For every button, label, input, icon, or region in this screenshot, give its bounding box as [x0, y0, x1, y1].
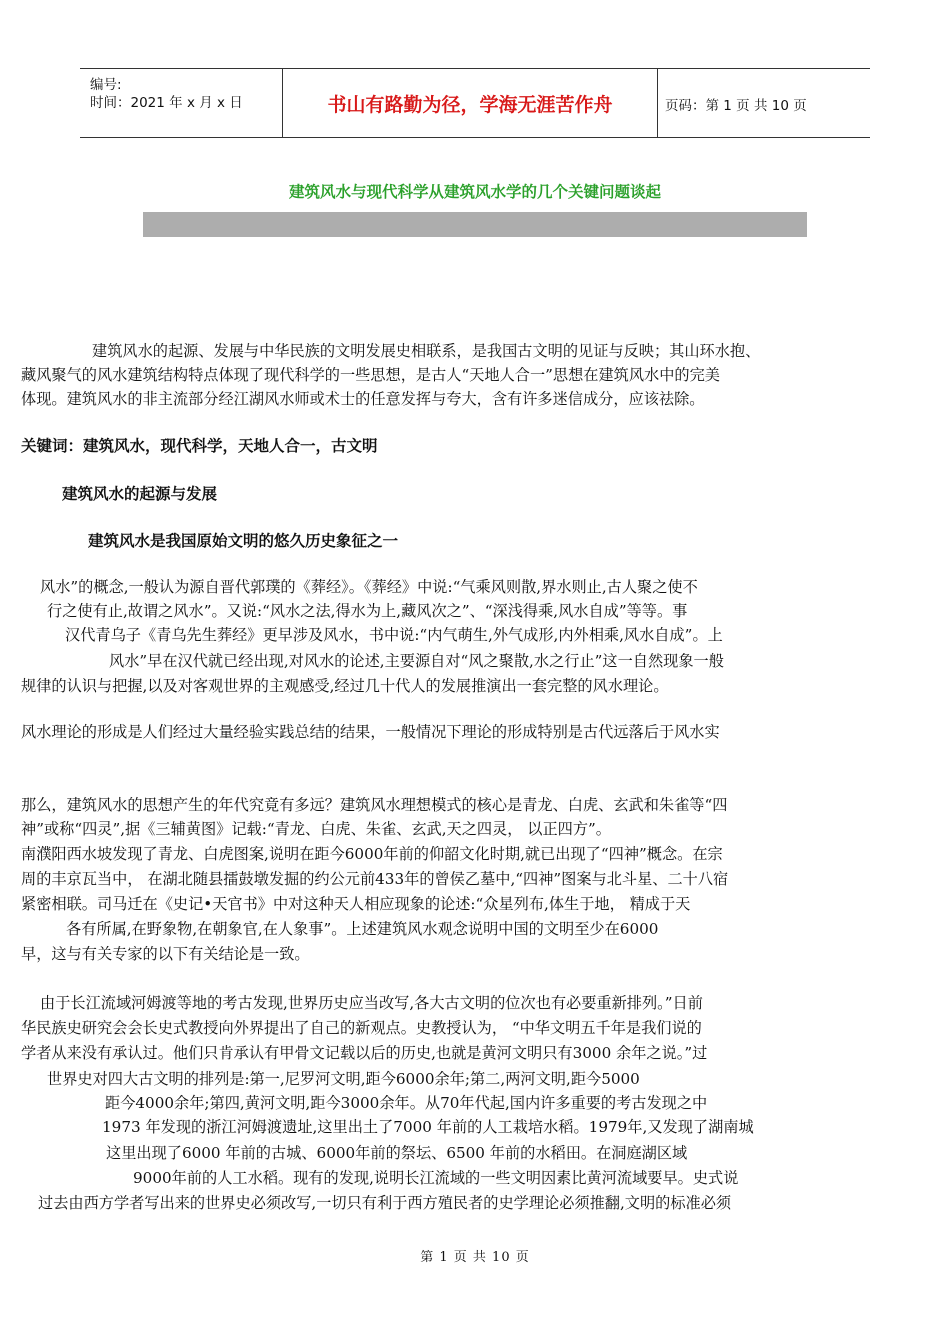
keywords: 关键词：建筑风水，现代科学，天地人合一，古文明 [21, 436, 378, 455]
header-right-cell [657, 69, 870, 137]
paragraph-line: 早，这与有关专家的以下有关结论是一致。 [21, 945, 310, 963]
header-table [80, 68, 870, 138]
paragraph-line: 各有所属,在野象物,在朝象官,在人象事”。上述建筑风水观念说明中国的文明至少在6000 [66, 920, 659, 938]
paragraph-line: 南濮阳西水坡发现了青龙、白虎图案,说明在距今6000年前的仰韶文化时期,就已出现了“四神”概念。在宗 [21, 845, 723, 863]
paragraph-line: 由于长江流域河姆渡等地的考古发现,世界历史应当改写,各大古文明的位次也有必要重新排列。”日前 [40, 994, 703, 1012]
gray-bar [143, 212, 807, 237]
paragraph-line: 规律的认识与把握,以及对客观世界的主观感受,经过几十代人的发展推演出一套完整的风水理论。 [21, 677, 669, 695]
page-footer: 第 1 页 共 10 页 [420, 1250, 530, 1265]
paragraph-line: 风水理论的形成是人们经过大量经验实践总结的结果，一般情况下理论的形成特别是古代远落后于风水实 [21, 723, 720, 741]
abstract-line: 体现。建筑风水的非主流部分经江湖风水师或术士的任意发挥与夸大，含有许多迷信成分，应该祛除。 [21, 390, 705, 408]
header-left-cell [80, 69, 282, 137]
abstract-line: 建筑风水的起源、发展与中华民族的文明发展史相联系，是我国古文明的见证与反映；其山环水抱、 [92, 342, 761, 360]
paragraph-line: 神”或称“四灵”,据《三辅黄图》记载:“青龙、白虎、朱雀、玄武,天之四灵， 以正四方”。 [21, 820, 611, 838]
motto: 书山有路勤为径，学海无涯苦作舟 [327, 94, 613, 116]
paragraph-line: 过去由西方学者写出来的世界史必须改写,一切只有利于西方殖民者的史学理论必须推翻,文明的标准必须 [38, 1194, 732, 1212]
document-title: 建筑风水与现代科学从建筑风水学的几个关键问题谈起 [288, 183, 661, 201]
page-label: 页码：第 1 页 共 10 页 [665, 98, 807, 114]
subsection-heading: 建筑风水是我国原始文明的悠久历史象征之一 [88, 531, 399, 550]
paragraph-line: 学者从来没有承认过。他们只肯承认有甲骨文记载以后的历史,也就是黄河文明只有3000 余年之说。”过 [21, 1044, 708, 1062]
paragraph-line: 世界史对四大古文明的排列是:第一,尼罗河文明,距今6000余年;第二,两河文明,距今5000 [47, 1070, 640, 1088]
paragraph-line: 行之使有止,故谓之风水”。又说:“风水之法,得水为上,藏风次之”、“深浅得乘,风水自成”等等。事 [47, 602, 688, 620]
section-heading: 建筑风水的起源与发展 [62, 484, 218, 503]
paragraph-line: 汉代青乌子《青乌先生葬经》更早涉及风水，书中说:“内气萌生,外气成形,内外相乘,风水自成”。上 [65, 626, 723, 644]
abstract-line: 藏风聚气的风水建筑结构特点体现了现代科学的一些思想，是古人“天地人合一”思想在建筑风水中的完美 [21, 366, 720, 384]
paragraph-line: 9000年前的人工水稻。现有的发现,说明长江流域的一些文明因素比黄河流域要早。史式说 [133, 1169, 739, 1187]
paragraph-line: 风水”的概念,一般认为源自晋代郭璞的《葬经》。《葬经》中说:“气乘风则散,界水则止,古人聚之使不 [40, 578, 698, 596]
paragraph-line: 华民族史研究会会长史式教授向外界提出了自己的新观点。史教授认为， “中华文明五千年是我们说的 [21, 1019, 702, 1037]
paragraph-line: 风水”早在汉代就已经出现,对风水的论述,主要源自对“风之聚散,水之行止”这一自然现象一般 [109, 652, 724, 670]
time-label: 时间：2021 年 x 月 x 日 [90, 95, 243, 111]
paragraph-line: 距今4000余年;第四,黄河文明,距今3000余年。从70年代起,国内许多重要的考古发现之中 [105, 1094, 708, 1112]
paragraph-line: 那么，建筑风水的思想产生的年代究竟有多远？建筑风水理想模式的核心是青龙、白虎、玄武和朱雀等“四 [21, 796, 728, 814]
header-motto-cell [282, 69, 658, 137]
paragraph-line: 周的丰京瓦当中， 在湖北随县擂鼓墩发掘的约公元前433年的曾侯乙墓中,“四神”图案与北斗星、二十八宿 [21, 870, 729, 888]
paragraph-line: 这里出现了6000 年前的古城、6000年前的祭坛、6500 年前的水稻田。在洞庭湖区域 [106, 1144, 688, 1162]
paragraph-line: 1973 年发现的浙江河姆渡遗址,这里出土了7000 年前的人工栽培水稻。1979年,又发现了湖南城 [102, 1118, 754, 1136]
paragraph-line: 紧密相联。司马迁在《史记•天官书》中对这种天人相应现象的论述:“众星列布,体生于地， 精成于天 [21, 895, 691, 913]
number-label: 编号: [90, 77, 122, 93]
